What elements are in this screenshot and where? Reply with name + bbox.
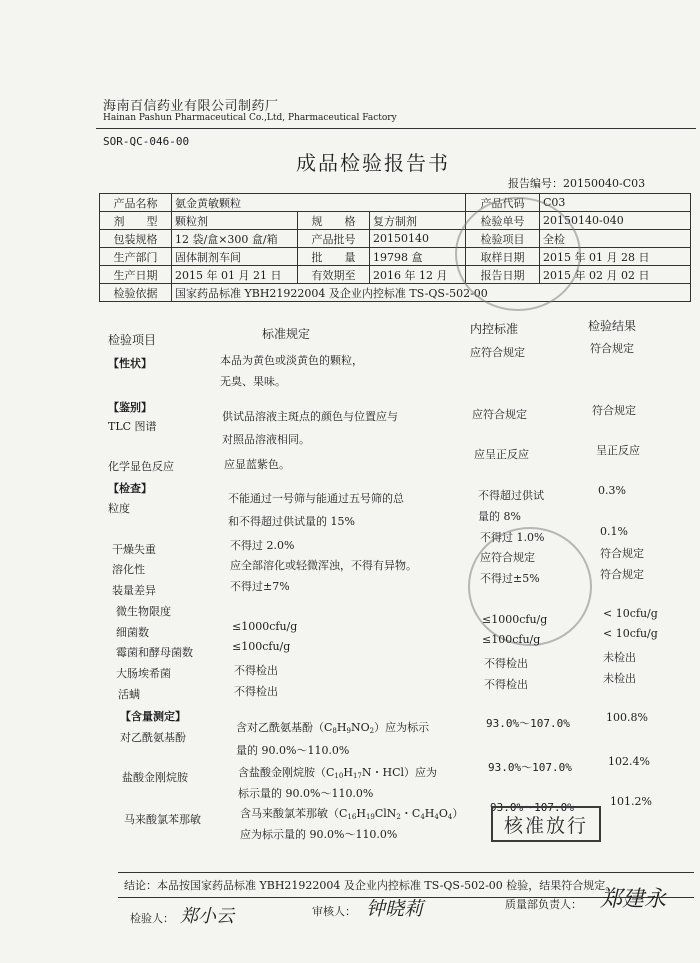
granularity-result: 0.3% bbox=[598, 484, 626, 497]
drying-internal: 不得过 1.0% bbox=[480, 531, 545, 544]
product-code-label: 产品代码 bbox=[466, 194, 540, 212]
conclusion-text: 结论：本品按国家药品标准 YBH21922004 及企业内控标准 TS-QS-502-00 检验，结果符合规定。 bbox=[124, 879, 617, 892]
batch-label: 产品批号 bbox=[298, 230, 370, 248]
bacteria-item: 细菌数 bbox=[116, 626, 149, 639]
dept-value: 固体制剂车间 bbox=[172, 248, 298, 266]
info-row bbox=[100, 284, 691, 302]
section-identification: 【鉴别】 bbox=[108, 401, 152, 414]
solubility-std: 应全部溶化或轻微浑浊，不得有异物。 bbox=[230, 559, 417, 572]
drying-item: 干燥失重 bbox=[112, 543, 156, 556]
acetaminophen-item: 对乙酰氨基酚 bbox=[120, 731, 186, 744]
mold-item: 霉菌和酵母菌数 bbox=[116, 646, 193, 659]
qa-label: 质量部负责人： bbox=[505, 898, 582, 911]
chlorphen-result: 101.2% bbox=[610, 795, 652, 808]
section-check: 【检查】 bbox=[108, 482, 152, 495]
approval-stamp: 核准放行 bbox=[491, 806, 601, 842]
product-code-value: C03 bbox=[540, 194, 691, 212]
granularity-std-line2: 和不得超过供试量的 15% bbox=[228, 515, 355, 528]
amantadine-internal: 93.0%～107.0% bbox=[488, 761, 572, 774]
product-name-value: 氨金黄敏颗粒 bbox=[172, 194, 466, 212]
inspector-label: 检验人： bbox=[130, 912, 174, 925]
amantadine-std-line2: 标示量的 90.0%～110.0% bbox=[238, 787, 374, 800]
chlorphen-item: 马来酸氯苯那敏 bbox=[124, 813, 201, 826]
mites-item: 活螨 bbox=[118, 688, 140, 701]
mold-std: ≤100cfu/g bbox=[232, 640, 291, 653]
acetaminophen-std-line1: 含对乙酰氨基酚$(C_8H_9NO_2)$应为标示 bbox=[236, 721, 430, 735]
company-seal-top bbox=[455, 197, 581, 311]
header-internal: 内控标准 bbox=[470, 322, 519, 336]
bacteria-result: < 10cfu/g bbox=[603, 607, 658, 620]
reviewer-label: 审核人： bbox=[312, 905, 356, 918]
granularity-std-line1: 不能通过一号筛与能通过五号筛的总 bbox=[228, 492, 404, 505]
form-value: 颗粒剂 bbox=[172, 212, 298, 230]
qa-signature: 郑建永 bbox=[600, 887, 667, 912]
inspect-item-value: 全检 bbox=[540, 230, 691, 248]
batch-value: 20150140 bbox=[370, 230, 466, 248]
drying-result: 0.1% bbox=[600, 525, 628, 538]
mites-result: 未检出 bbox=[603, 672, 636, 685]
character-std-line2: 无臭、果味。 bbox=[220, 375, 286, 388]
character-internal: 应符合规定 bbox=[470, 346, 525, 359]
mold-internal: ≤100cfu/g bbox=[482, 633, 541, 646]
ecoli-item: 大肠埃希菌 bbox=[116, 667, 171, 680]
acetaminophen-internal: 93.0%～107.0% bbox=[486, 717, 570, 730]
chlorphen-internal: 93.0%～107.0% bbox=[490, 801, 574, 814]
qty-label: 批 量 bbox=[298, 248, 370, 266]
amantadine-item: 盐酸金刚烷胺 bbox=[122, 771, 188, 784]
page-title: 成品检验报告书 bbox=[296, 151, 450, 175]
tlc-result: 符合规定 bbox=[592, 404, 636, 417]
chem-result: 呈正反应 bbox=[596, 444, 640, 457]
expiry-value: 2016 年 12 月 bbox=[370, 266, 466, 284]
info-row bbox=[100, 212, 691, 230]
granularity-item: 粒度 bbox=[108, 502, 130, 515]
document-code: SOR-QC-046-00 bbox=[103, 135, 190, 148]
loading-std: 不得过±7% bbox=[230, 580, 290, 593]
info-row bbox=[100, 230, 691, 248]
header-result: 检验结果 bbox=[588, 319, 637, 333]
chlorphen-std-line1: 含马来酸氯苯那敏（$C_{16}H_{19}ClN_2$・$C_4H_4O_4$） bbox=[240, 807, 464, 821]
microbe-item: 微生物限度 bbox=[116, 605, 171, 618]
mites-std: 不得检出 bbox=[234, 685, 278, 698]
inspect-no-value: 20150140-040 bbox=[540, 212, 691, 230]
product-name-label: 产品名称 bbox=[100, 194, 172, 212]
loading-result: 符合规定 bbox=[600, 568, 644, 581]
tlc-item: TLC 图谱 bbox=[108, 420, 157, 433]
tlc-internal: 应符合规定 bbox=[472, 408, 527, 421]
dept-label: 生产部门 bbox=[100, 248, 172, 266]
character-result: 符合规定 bbox=[590, 342, 634, 355]
solubility-internal: 应符合规定 bbox=[480, 551, 535, 564]
basis-label: 检验依据 bbox=[100, 284, 172, 302]
spec-value: 复方制剂 bbox=[370, 212, 466, 230]
info-table bbox=[99, 193, 691, 302]
package-label: 包装规格 bbox=[100, 230, 172, 248]
bacteria-internal: ≤1000cfu/g bbox=[482, 613, 548, 626]
company-name-cn: 海南百信药业有限公司制药厂 bbox=[103, 99, 279, 114]
inspect-item-label: 检验项目 bbox=[466, 230, 540, 248]
loading-internal: 不得过±5% bbox=[480, 572, 540, 585]
character-std-line1: 本品为黄色或淡黄色的颗粒， bbox=[220, 354, 363, 367]
bacteria-std: ≤1000cfu/g bbox=[232, 620, 298, 633]
section-assay: 【含量测定】 bbox=[120, 710, 186, 723]
info-row bbox=[100, 194, 691, 212]
header-standard: 标准规定 bbox=[262, 327, 311, 341]
tlc-std-line2: 对照品溶液相同。 bbox=[222, 433, 310, 446]
prod-date-value: 2015 年 01 月 21 日 bbox=[172, 266, 298, 284]
form-label: 剂 型 bbox=[100, 212, 172, 230]
package-value: 12 袋/盒×300 盒/箱 bbox=[172, 230, 298, 248]
inspect-no-label: 检验单号 bbox=[466, 212, 540, 230]
tlc-std-line1: 供试品溶液主斑点的颜色与位置应与 bbox=[222, 410, 398, 423]
reviewer-signature: 钟晓莉 bbox=[366, 898, 424, 920]
solubility-result: 符合规定 bbox=[600, 547, 644, 560]
qty-value: 19798 盒 bbox=[370, 248, 466, 266]
amantadine-std-line1: 含盐酸金刚烷胺（$C_{10}H_{17}N$・HCl）应为 bbox=[238, 766, 438, 780]
ecoli-std: 不得检出 bbox=[234, 664, 278, 677]
acetaminophen-std-line2: 量的 90.0%～110.0% bbox=[236, 744, 350, 757]
amantadine-result: 102.4% bbox=[608, 755, 650, 768]
ecoli-internal: 不得检出 bbox=[484, 657, 528, 670]
chem-internal: 应呈正反应 bbox=[474, 448, 529, 461]
ecoli-result: 未检出 bbox=[603, 651, 636, 664]
section-character: 【性状】 bbox=[108, 357, 152, 370]
granularity-internal-line2: 量的 8% bbox=[478, 510, 521, 523]
info-row bbox=[100, 266, 691, 284]
solubility-item: 溶化性 bbox=[112, 563, 145, 576]
spec-label: 规 格 bbox=[298, 212, 370, 230]
report-date-value: 2015 年 02 月 02 日 bbox=[540, 266, 691, 284]
basis-value: 国家药品标准 YBH21922004 及企业内控标准 TS-QS-502-00 bbox=[172, 284, 691, 302]
expiry-label: 有效期至 bbox=[298, 266, 370, 284]
sample-date-label: 取样日期 bbox=[466, 248, 540, 266]
acetaminophen-result: 100.8% bbox=[606, 711, 648, 724]
granularity-internal-line1: 不得超过供试 bbox=[478, 489, 544, 502]
sample-date-value: 2015 年 01 月 28 日 bbox=[540, 248, 691, 266]
report-date-label: 报告日期 bbox=[466, 266, 540, 284]
inspector-signature: 郑小云 bbox=[180, 906, 234, 927]
header-rule bbox=[96, 128, 696, 129]
header-item: 检验项目 bbox=[108, 333, 157, 347]
info-row bbox=[100, 248, 691, 266]
prod-date-label: 生产日期 bbox=[100, 266, 172, 284]
chem-item: 化学显色反应 bbox=[108, 460, 174, 473]
loading-item: 装量差异 bbox=[112, 584, 156, 597]
company-name-en: Hainan Pashun Pharmaceutical Co.,Ltd, Pharmaceutical Factory bbox=[103, 113, 397, 123]
drying-std: 不得过 2.0% bbox=[230, 539, 295, 552]
chlorphen-std-line2: 应为标示量的 90.0%～110.0% bbox=[240, 828, 398, 841]
chem-std: 应显蓝紫色。 bbox=[224, 458, 290, 471]
mold-result: < 10cfu/g bbox=[603, 627, 658, 640]
mites-internal: 不得检出 bbox=[484, 678, 528, 691]
report-number: 报告编号：20150040-C03 bbox=[508, 177, 646, 190]
